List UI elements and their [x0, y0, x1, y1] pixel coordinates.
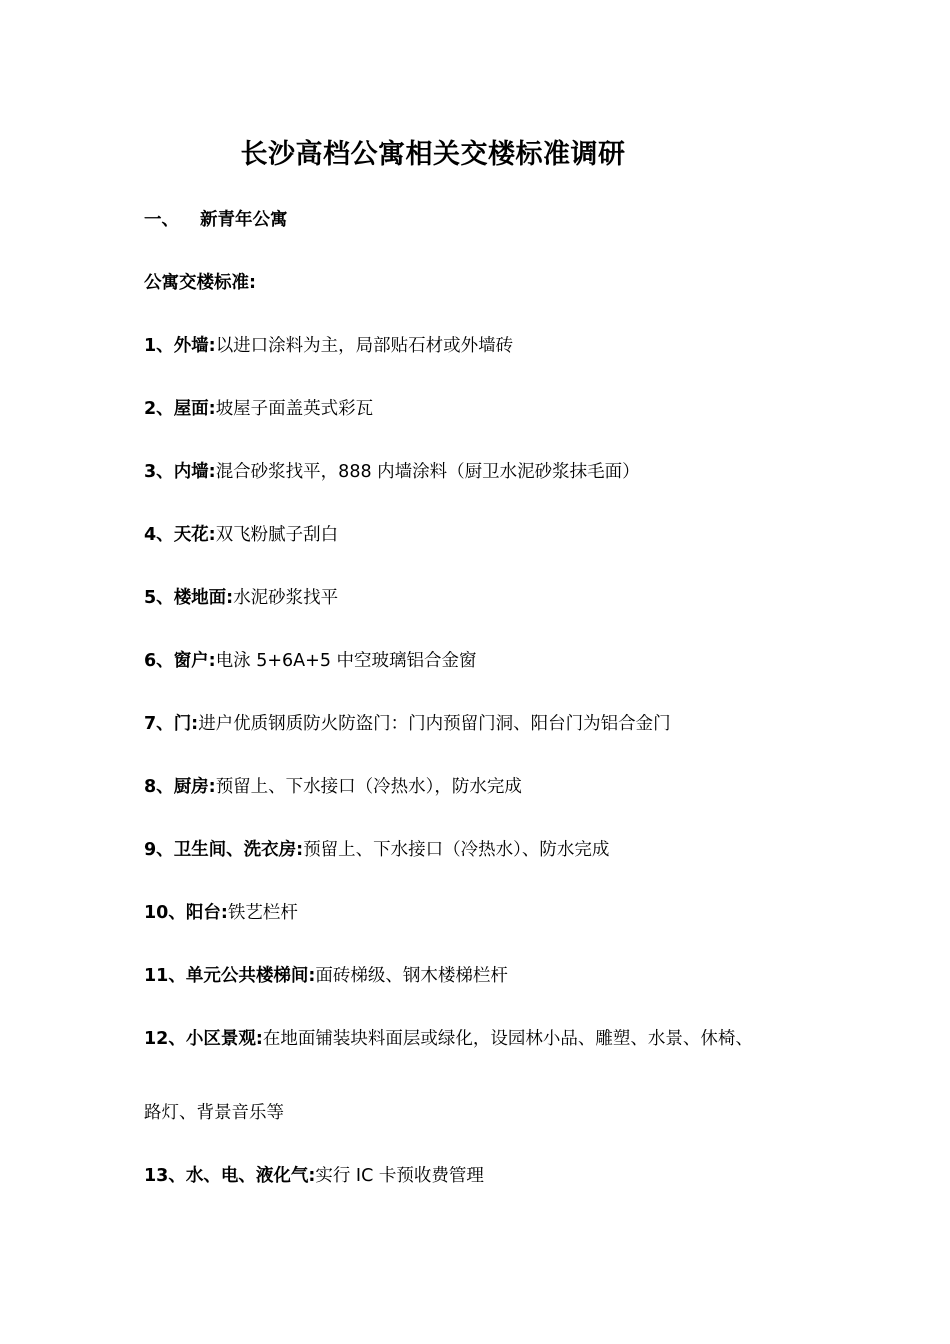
list-item — [144, 1164, 484, 1188]
item-text: 预留上、下水接口（冷热水），防水完成 — [215, 777, 522, 797]
item-label: 门: — [173, 714, 199, 734]
list-item — [144, 334, 513, 358]
item-text: 混合砂浆找平，888 内墙涂料（厨卫水泥砂浆抹毛面） — [215, 462, 640, 482]
list-item — [144, 460, 640, 484]
list-item — [144, 712, 671, 736]
item-label: 小区景观: — [185, 1029, 263, 1049]
list-item — [144, 586, 338, 610]
item-text: 电泳 5+6A+5 中空玻璃铝合金窗 — [215, 651, 477, 671]
list-item — [144, 775, 522, 799]
item-number: 4、 — [144, 525, 174, 545]
item-label: 内墙: — [173, 462, 216, 482]
item-number: 1、 — [144, 336, 174, 356]
subtitle: 公寓交楼标准: — [144, 273, 256, 293]
item-number: 3、 — [144, 462, 174, 482]
item-label: 卫生间、洗衣房: — [173, 840, 304, 860]
section-name: 新青年公寓 — [200, 210, 288, 230]
item-number: 8、 — [144, 777, 174, 797]
item-text: 面砖梯级、钢木楼梯栏杆 — [315, 966, 508, 986]
list-item — [144, 1027, 753, 1051]
section-number: 一、 — [144, 210, 179, 230]
item-label: 窗户: — [173, 651, 216, 671]
page-title: 长沙高档公寓相关交楼标准调研 — [240, 139, 626, 170]
list-item — [144, 901, 298, 925]
list-item — [144, 523, 338, 547]
item-number: 13、 — [144, 1166, 186, 1186]
item-label: 厨房: — [173, 777, 216, 797]
item-label: 屋面: — [173, 399, 216, 419]
list-item — [144, 397, 373, 421]
item-number: 2、 — [144, 399, 174, 419]
item-text: 预留上、下水接口（冷热水）、防水完成 — [303, 840, 610, 860]
item-label: 水、电、液化气: — [185, 1166, 316, 1186]
item-label: 天花: — [173, 525, 216, 545]
item-text: 在地面铺装块料面层或绿化，设园林小品、雕塑、水景、休椅、 — [262, 1029, 753, 1049]
item-number: 12、 — [144, 1029, 186, 1049]
item-number: 5、 — [144, 588, 174, 608]
item-number: 9、 — [144, 840, 174, 860]
item-label: 单元公共楼梯间: — [185, 966, 316, 986]
section-heading — [144, 208, 288, 232]
item-number: 7、 — [144, 714, 174, 734]
item-label: 楼地面: — [173, 588, 234, 608]
item-label: 阳台: — [185, 903, 228, 923]
item-text: 坡屋子面盖英式彩瓦 — [215, 399, 374, 419]
list-item-continuation: 路灯、背景音乐等 — [144, 1103, 284, 1123]
item-number: 11、 — [144, 966, 186, 986]
item-text: 进户优质钢质防火防盗门：门内预留门洞、阳台门为铝合金门 — [198, 714, 671, 734]
item-text: 以进口涂料为主，局部贴石材或外墙砖 — [215, 336, 514, 356]
item-text: 铁艺栏杆 — [227, 903, 298, 923]
item-text: 水泥砂浆找平 — [233, 588, 339, 608]
item-number: 10、 — [144, 903, 186, 923]
item-text: 双飞粉腻子刮白 — [215, 525, 339, 545]
item-text: 实行 IC 卡预收费管理 — [315, 1166, 484, 1186]
list-item — [144, 649, 477, 673]
item-label: 外墙: — [173, 336, 216, 356]
list-item — [144, 964, 508, 988]
item-number: 6、 — [144, 651, 174, 671]
list-item — [144, 838, 609, 862]
